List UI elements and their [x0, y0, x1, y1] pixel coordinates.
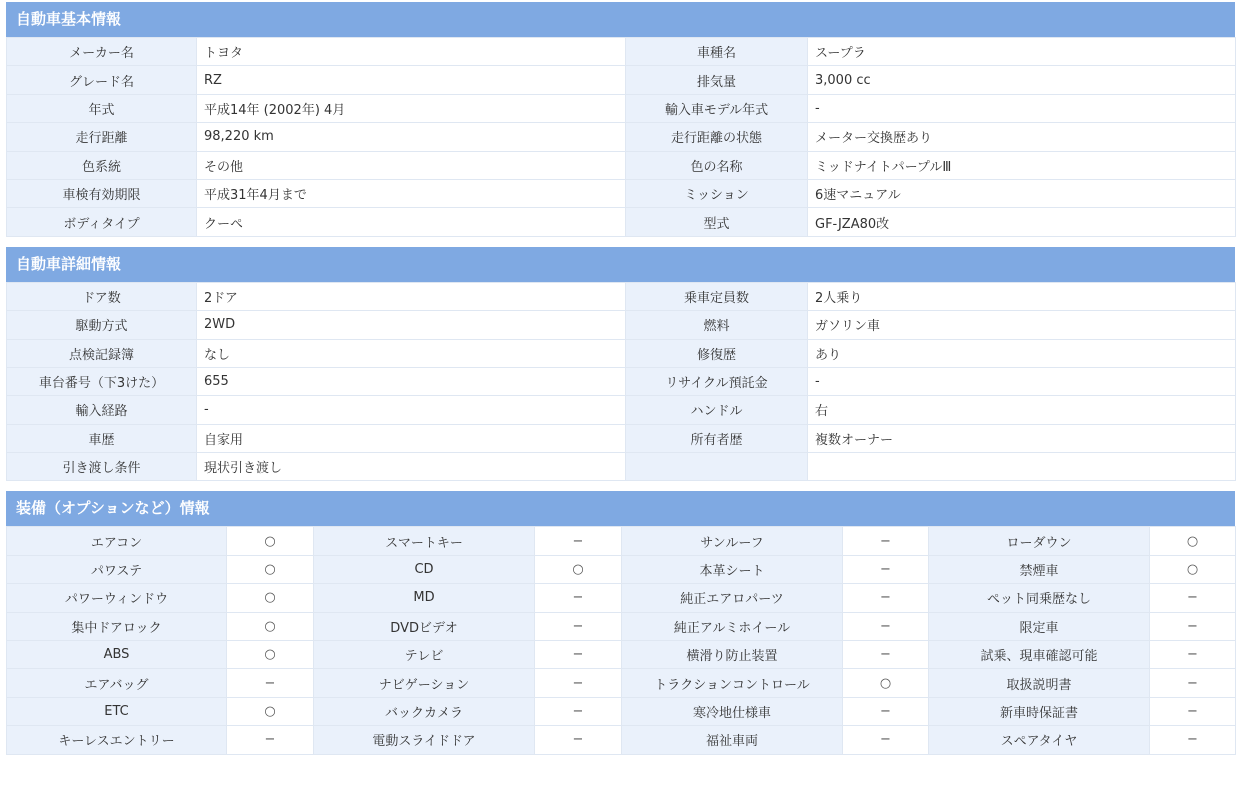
option-label: ABS — [7, 641, 227, 669]
option-status: ○ — [843, 669, 929, 697]
detail-info-label: リサイクル預託金 — [626, 367, 808, 395]
options-info-header: 装備（オプションなど）情報 — [6, 491, 1235, 526]
detail-info-label: 車台番号（下3けた） — [7, 367, 197, 395]
basic-info-value: 平成31年4月まで — [197, 179, 626, 207]
detail-info-value: 自家用 — [197, 424, 626, 452]
detail-info-row — [7, 424, 1236, 452]
basic-info-header: 自動車基本情報 — [6, 2, 1235, 37]
option-status: − — [535, 641, 622, 669]
option-label: 寒冷地仕様車 — [622, 697, 843, 725]
option-row — [7, 584, 1236, 612]
basic-info-row — [7, 94, 1236, 122]
option-label: 限定車 — [929, 612, 1150, 640]
basic-info-label: ミッション — [626, 179, 808, 207]
option-label: ペット同乗歴なし — [929, 584, 1150, 612]
option-row — [7, 612, 1236, 640]
detail-info-row — [7, 311, 1236, 339]
option-label: エアコン — [7, 527, 227, 555]
detail-info-row — [7, 453, 1236, 481]
option-status: ○ — [1150, 555, 1236, 583]
option-row — [7, 697, 1236, 725]
detail-info-value: 右 — [808, 396, 1236, 424]
detail-info-row — [7, 367, 1236, 395]
basic-info-value: トヨタ — [197, 38, 626, 66]
option-row — [7, 641, 1236, 669]
option-status: − — [843, 697, 929, 725]
option-label: テレビ — [314, 641, 535, 669]
basic-info-label: メーカー名 — [7, 38, 197, 66]
detail-info-value: 2ドア — [197, 282, 626, 310]
basic-info-label: 色の名称 — [626, 151, 808, 179]
option-label: ローダウン — [929, 527, 1150, 555]
basic-info-value: ミッドナイトパープルⅢ — [808, 151, 1236, 179]
option-status: − — [843, 527, 929, 555]
option-row — [7, 555, 1236, 583]
option-status: ○ — [227, 612, 314, 640]
detail-info-label: 燃料 — [626, 311, 808, 339]
basic-info-row — [7, 38, 1236, 66]
option-status: − — [227, 669, 314, 697]
basic-info-label: 走行距離の状態 — [626, 123, 808, 151]
option-label: 電動スライドドア — [314, 726, 535, 754]
option-status: ○ — [227, 584, 314, 612]
option-status: − — [535, 584, 622, 612]
basic-info-table — [6, 37, 1236, 237]
option-status: − — [843, 612, 929, 640]
option-label: 福祉車両 — [622, 726, 843, 754]
option-label: 試乗、現車確認可能 — [929, 641, 1150, 669]
option-label: スペアタイヤ — [929, 726, 1150, 754]
detail-info-row — [7, 282, 1236, 310]
option-row — [7, 726, 1236, 754]
basic-info-value: 6速マニュアル — [808, 179, 1236, 207]
detail-info-value: 2WD — [197, 311, 626, 339]
basic-info-value: RZ — [197, 66, 626, 94]
detail-info-row — [7, 396, 1236, 424]
option-label: 純正エアロパーツ — [622, 584, 843, 612]
basic-info-label: 型式 — [626, 208, 808, 236]
option-status: ○ — [227, 697, 314, 725]
detail-info-value: ガソリン車 — [808, 311, 1236, 339]
detail-info-label: 引き渡し条件 — [7, 453, 197, 481]
basic-info-value: - — [808, 94, 1236, 122]
detail-info-value: 2人乗り — [808, 282, 1236, 310]
detail-info-table — [6, 282, 1236, 482]
detail-info-label: 駆動方式 — [7, 311, 197, 339]
basic-info-label: 色系統 — [7, 151, 197, 179]
detail-info-label: 車歴 — [7, 424, 197, 452]
option-label: 本革シート — [622, 555, 843, 583]
option-label: パワーウィンドウ — [7, 584, 227, 612]
option-status: − — [1150, 669, 1236, 697]
basic-info-label: 車検有効期限 — [7, 179, 197, 207]
basic-info-label: 車種名 — [626, 38, 808, 66]
option-label: トラクションコントロール — [622, 669, 843, 697]
detail-info-value: 複数オーナー — [808, 424, 1236, 452]
option-label: 新車時保証書 — [929, 697, 1150, 725]
option-status: − — [535, 612, 622, 640]
basic-info-value: メーター交換歴あり — [808, 123, 1236, 151]
basic-info-row — [7, 123, 1236, 151]
detail-info-value: 655 — [197, 367, 626, 395]
detail-info-label: 輸入経路 — [7, 396, 197, 424]
detail-info-value — [808, 453, 1236, 481]
option-row — [7, 527, 1236, 555]
option-status: − — [843, 641, 929, 669]
detail-info-label: ハンドル — [626, 396, 808, 424]
option-status: ○ — [227, 641, 314, 669]
detail-info-row — [7, 339, 1236, 367]
option-label: 集中ドアロック — [7, 612, 227, 640]
options-info-table — [6, 526, 1236, 754]
option-label: 禁煙車 — [929, 555, 1150, 583]
option-status: − — [843, 584, 929, 612]
basic-info-row — [7, 151, 1236, 179]
option-status: − — [1150, 641, 1236, 669]
option-status: − — [1150, 612, 1236, 640]
detail-info-label: 点検記録簿 — [7, 339, 197, 367]
detail-info-label: 修復歴 — [626, 339, 808, 367]
option-status: − — [1150, 697, 1236, 725]
detail-info-header: 自動車詳細情報 — [6, 247, 1235, 282]
option-label: パワステ — [7, 555, 227, 583]
basic-info-row — [7, 66, 1236, 94]
option-status: − — [535, 527, 622, 555]
option-status: − — [843, 555, 929, 583]
vehicle-info-panel — [6, 2, 1235, 755]
option-label: ETC — [7, 697, 227, 725]
option-label: サンルーフ — [622, 527, 843, 555]
option-label: ナビゲーション — [314, 669, 535, 697]
basic-info-value: 3,000 cc — [808, 66, 1236, 94]
detail-info-label: 所有者歴 — [626, 424, 808, 452]
detail-info-value: - — [808, 367, 1236, 395]
basic-info-label: ボディタイプ — [7, 208, 197, 236]
detail-info-label: 乗車定員数 — [626, 282, 808, 310]
option-label: 純正アルミホイール — [622, 612, 843, 640]
option-status: − — [843, 726, 929, 754]
option-label: CD — [314, 555, 535, 583]
option-label: エアバッグ — [7, 669, 227, 697]
option-label: 横滑り防止装置 — [622, 641, 843, 669]
basic-info-value: スープラ — [808, 38, 1236, 66]
option-status: − — [535, 697, 622, 725]
basic-info-value: 98,220 km — [197, 123, 626, 151]
option-label: 取扱説明書 — [929, 669, 1150, 697]
option-row — [7, 669, 1236, 697]
detail-info-label: ドア数 — [7, 282, 197, 310]
basic-info-value: その他 — [197, 151, 626, 179]
basic-info-label: 排気量 — [626, 66, 808, 94]
option-status: ○ — [535, 555, 622, 583]
option-status: − — [535, 669, 622, 697]
option-status: − — [227, 726, 314, 754]
basic-info-label: 年式 — [7, 94, 197, 122]
detail-info-value: 現状引き渡し — [197, 453, 626, 481]
detail-info-value: なし — [197, 339, 626, 367]
detail-info-value: - — [197, 396, 626, 424]
basic-info-label: 輸入車モデル年式 — [626, 94, 808, 122]
option-status: ○ — [227, 555, 314, 583]
basic-info-label: 走行距離 — [7, 123, 197, 151]
detail-info-label — [626, 453, 808, 481]
detail-info-value: あり — [808, 339, 1236, 367]
basic-info-value: 平成14年 (2002年) 4月 — [197, 94, 626, 122]
basic-info-row — [7, 208, 1236, 236]
option-label: バックカメラ — [314, 697, 535, 725]
option-label: DVDビデオ — [314, 612, 535, 640]
option-status: − — [1150, 726, 1236, 754]
option-label: MD — [314, 584, 535, 612]
option-status: ○ — [1150, 527, 1236, 555]
option-status: ○ — [227, 527, 314, 555]
basic-info-value: クーペ — [197, 208, 626, 236]
basic-info-value: GF-JZA80改 — [808, 208, 1236, 236]
basic-info-row — [7, 179, 1236, 207]
option-label: スマートキー — [314, 527, 535, 555]
basic-info-label: グレード名 — [7, 66, 197, 94]
option-label: キーレスエントリー — [7, 726, 227, 754]
option-status: − — [535, 726, 622, 754]
option-status: − — [1150, 584, 1236, 612]
